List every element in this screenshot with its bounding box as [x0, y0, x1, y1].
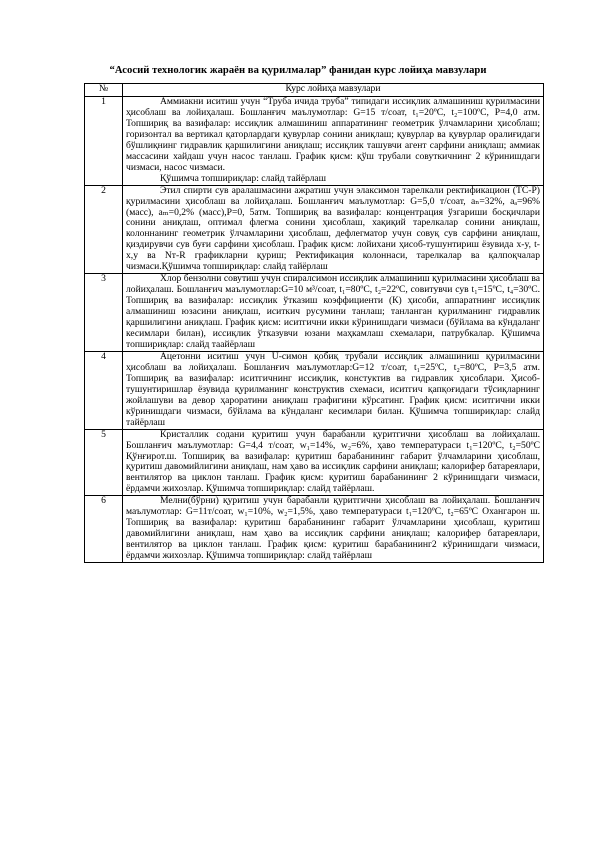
- row-topic: [123, 429, 544, 496]
- row-number: 2: [85, 185, 123, 274]
- table-row: [85, 429, 544, 496]
- row-topic: [123, 97, 544, 186]
- topic-text: Аммиакни иситиш учун “Труба ичида труба” типидаги иссиқлик алмашиниш қурилмасини ҳисоблаш ва лойиҳалаш. Бошланғич маълумотлар: G=15 т/соат, t₁=20ºC, t₂=100ºC, P=4,0 атм. Топшириқ ва вазифалар: иссиқлик алмашиниш аппаратининг геометрик ўлчамларини ҳисоблаш; горизонтал ва вертикал қаторлардаги қувурлар сонини аниқлаш; қувурлар ва қувурлар оралиғидаги бўшлиқнинг гидравлик қаршилигини аниқлаш; иссиқлик ташувчи агент сарфини аниқлаш; аммиак массасини хайдаш учун насос танлаш. График қисм: қўш трубали совуткичнинг 2 кўринишдаги чизмаси, насос чизмаси.: [126, 96, 540, 173]
- table-row: [85, 496, 544, 563]
- table-header-row: [85, 84, 544, 97]
- document-title: “Асосий технологик жараён ва қурилмалар” фанидан курс лойиҳа мавзулари: [109, 65, 487, 76]
- row-number: 4: [85, 351, 123, 429]
- topic-text: Этил спирти сув аралашмасини ажратиш учун элаксимон тарелкали ректификацион (ТС-Р) қурилмасини ҳисоблаш ва лойиҳалаш. Бошланғич маълумотлар: G=5,0 т/соат, aₙ=32%, aₐ=96%(масс), aₘ=0,2% (масс),P=0, 5атм. Топшириқ ва вазифалар: концентрация ўзгариши босқичлари сонини аниқлаш, оптимал флегма сонини ҳисоблаш, хақиқий тарелкалар сонини аниқлаш, колоннанинг геометрик ўлчамларини ҳисоблаш, дефлегматор учун совуқ сув сарфини аниқлаш, қиздирувчи сув буғи сарфини ҳисоблаш. График қисм: лойихани ҳисоб-тушунтириш ёзувида x-y, t-x,y ва Nт-R графикларни қуриш; Ректификация колоннаси, тарелкалар ва қалпоқчалар чизмаси.Қўшимча топшириқлар: слайд тайёрлаш: [126, 184, 540, 273]
- topic-text: Кристаллик содани қуритиш учун барабанли қуритгични ҳисоблаш ва лойиҳалаш. Бошланғич маълумотлар: G=4,4 т/соат, w₁=14%, w₂=6%, ҳаво температураси t₁=120ºC, t₂=50ºC Қўнғирот.ш. Топшириқ ва вазифалар: қуритиш барабанининг габарит ўлчамларини ҳисоблаш, қуритиш давомийлигини аниқлаш, нам ҳаво ва иссиқлик сарфини аниқлаш; калорифер батареялари, вентилятор ва циклон танлаш. График қисм: қуритиш барабанининг 2 кўринишдаги чизмаси, ёрдамчи жихозлар. Қўшимча топшириқлар: слайд тайёрлаш.: [126, 428, 540, 495]
- topics-table: [84, 83, 544, 563]
- table-row: [85, 274, 544, 352]
- topic-text: Ацетонни иситиш учун U-симон қобиқ трубали иссиқлик алмашиниш қурилмасини ҳисоблаш ва лойиҳалаш. Бошланғич маълумотлар:G=12 т/соат, t₁=25ºC, t₂=80ºC, P=3,5 атм. Топшириқ ва вазифалар: иситгичнинг иссиқлик, констуктив ва гидравлик ҳисоблари. Ҳисоб-тушунтиришлар ёзувида қурилманинг конструктив схемаси, иситгич қапқоғидаги тўсиқларнинг жойлашуви ва девор ҳароратини аниқлаш графигини кўрсатинг. График қисм: иситгични икки кўринишдаги чизмаси, бўйлама ва кўндаланг кесимлари билан. Қўшимча топшириқлар: слайд тайёрлаш: [126, 350, 540, 428]
- table-row: [85, 185, 544, 274]
- row-topic: [123, 496, 544, 563]
- row-number: 3: [85, 274, 123, 352]
- topic-extra: Қўшимча топшириқлар: слайд тайёрлаш: [160, 172, 327, 184]
- table-row: [85, 97, 544, 186]
- row-number: 6: [85, 496, 123, 563]
- row-topic: [123, 185, 544, 274]
- column-header-number: №: [85, 84, 123, 97]
- table-row: [85, 351, 544, 429]
- column-header-topic: Курс лойиҳа мавзулари: [123, 84, 544, 97]
- topic-text: Хлор бензолни совутиш учун спиралсимон иссиқлик алмашиниш қурилмасини ҳисоблаш ва лойиҳалаш. Бошланғич маълумотлар:G=10 м³/соат, t₁=80ºC, t₂=22ºC, совитувчи сув t₁=15ºC, t₄=30ºC. Топшириқ ва вазифалар: иссиқлик ўтказиш коэффициенти (К) ҳисоби, аппаратнинг иссиқлик алмашиниш юзасини аниқлаш, иситкич русумини танлаш; танланган қурилманинг гидравлик қаршилигини аниқлаш. График қисм: иситгични икки кўринишдаги чизмаси (бўйлама ва кўндаланг кесимлари билан), иссиқлик ўтказувчи юзани маҳкамлаш схемалари, патрубкалар. Қўшимча топшириқлар: слайд таайёрлаш: [126, 273, 540, 350]
- row-number: 1: [85, 97, 123, 186]
- topic-text: Мелни(бўрни) қуритиш учун барабанли қуритгични ҳисоблаш ва лойиҳалаш. Бошланғич маълумотлар: G=11т/соат, w₁=10%, w₂=1,5%, ҳаво температураси t₁=120ºC, t₂=65ºC Охангарон ш. Топшириқ ва вазифалар: қуритиш барабанининг габарит ўлчамларини ҳисоблаш, қуритиш давомийлигини аниқлаш, нам ҳаво ва иссиқлик сарфини аниқлаш; калорифер батареялари, вентилятор ва циклон танлаш. График қисм: қуритиш барабанининг2 кўринишдаги чизмаси, ёрдамчи жихозлар. Қўшимча топшириқлар: слайд тайёрлаш: [126, 495, 540, 562]
- row-topic: [123, 351, 544, 429]
- row-topic: [123, 274, 544, 352]
- row-number: 5: [85, 429, 123, 496]
